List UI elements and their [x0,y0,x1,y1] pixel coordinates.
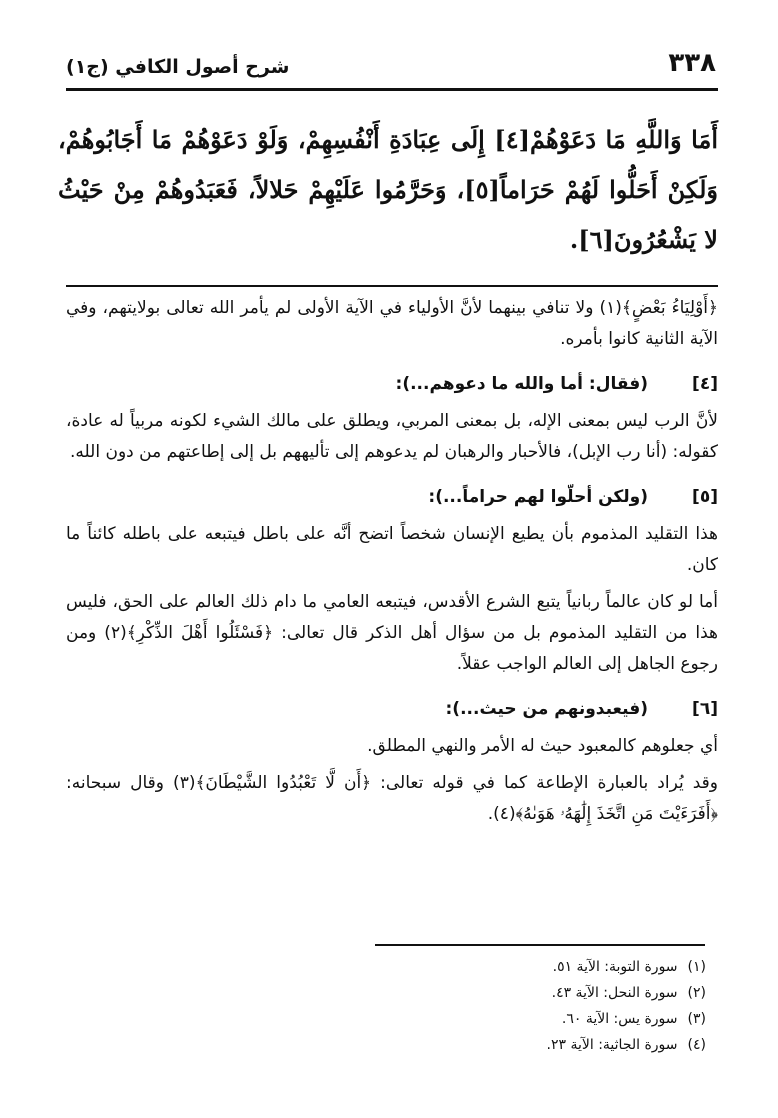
hadith-text: أَمَا وَاللَّهِ مَا دَعَوْهُمْ[٤] إِلَى عِبَادَةِ أَنْفُسِهِمْ، وَلَوْ دَعَوْهُمْ مَا أَجَابُوهُمْ، وَلَكِنْ أَحَلُّوا لَهُمْ حَرَاماً[٥]، وَحَرَّمُوا عَلَيْهِمْ حَلالاً، فَعَبَدُوهُمْ مِنْ حَيْثُ لا يَشْعُرُونَ[٦]. [58,125,719,254]
footnote-text: سورة الجاثية: الآية ٢٣. [546,1037,678,1053]
footnote-item [306,1032,706,1058]
note-heading [66,369,718,400]
note-heading [66,694,718,725]
note-paragraph: أما لو كان عالماً ربانياً يتبع الشرع الأقدس، فيتبعه العامي ما دام ذلك العالم على الحق، فليس هذا من التقليد المذموم بل من سؤال أهل الذكر قال تعالى: ﴿فَسْئَلُوا أَهْلَ الذِّكْرِ﴾(٢) ومن رجوع الجاهل إلى العالم الواجب عقلاً. [66,592,718,674]
note-4 [66,369,718,468]
note-paragraph: هذا التقليد المذموم بأن يطيع الإنسان شخصاً اتضح أنَّه على باطل فيتبعه على باطله كائناً ما كان. [66,524,718,575]
footnote-item [306,1006,706,1032]
page-number: ٣٣٨ [668,48,716,78]
footnote-item [306,954,706,980]
intro-paragraph: ﴿أَوْلِيَاءُ بَعْضٍ﴾(١) ولا تنافي بينهما لأنَّ الأولياء في الآية الأولى لم يأمر الله تعالى بولايتهم، وفي الآية الثانية كانوا بأمره. [66,298,718,349]
footnotes [306,954,706,1058]
footnote-number: (٤) [687,1037,706,1053]
commentary [66,293,718,836]
note-number: [٥] [692,487,718,507]
note-paragraph: لأنَّ الرب ليس بمعنى الإله، بل بمعنى المربي، ويطلق على مالك الشيء لكونه مربياً له عادة، كقوله: (أنا رب الإبل)، فالأحبار والرهبان لم يدعوهم إلى تأليههم بل إلى إطاعتهم من دون الله. [66,411,718,462]
running-title: شرح أصول الكافي (ج١) [66,56,290,78]
footnote-text: سورة التوبة: الآية ٥١. [552,959,678,975]
note-heading [66,482,718,513]
page-header [66,44,716,86]
note-title: (ولكن أحلّوا لهم حراماً...): [428,487,648,507]
footnote-divider [375,944,705,946]
note-6 [66,694,718,830]
header-divider [66,88,718,91]
footnote-number: (٣) [687,1011,706,1027]
footnote-text: سورة يس: الآية ٦٠. [561,1011,678,1027]
note-paragraph: وقد يُراد بالعبارة الإطاعة كما في قوله تعالى: ﴿أَن لَّا تَعْبُدُوا الشَّيْطَانَ﴾(٣) وقال سبحانه: ﴿أَفَرَءَيْتَ مَنِ اتَّخَذَ إِلَٰهَهُۥ هَوَىٰهُ﴾(٤). [66,773,718,824]
note-paragraph: أي جعلوهم كالمعبود حيث له الأمر والنهي المطلق. [367,736,718,756]
note-5 [66,482,718,680]
section-divider [66,285,718,287]
note-title: (فيعبدونهم من حيث...): [445,699,648,719]
note-title: (فقال: أما والله ما دعوهم...): [395,374,648,394]
note-number: [٤] [692,374,718,394]
footnote-number: (١) [687,959,706,975]
footnote-text: سورة النحل: الآية ٤٣. [551,985,678,1001]
note-number: [٦] [692,699,718,719]
footnote-item [306,980,706,1006]
footnote-number: (٢) [687,985,706,1001]
